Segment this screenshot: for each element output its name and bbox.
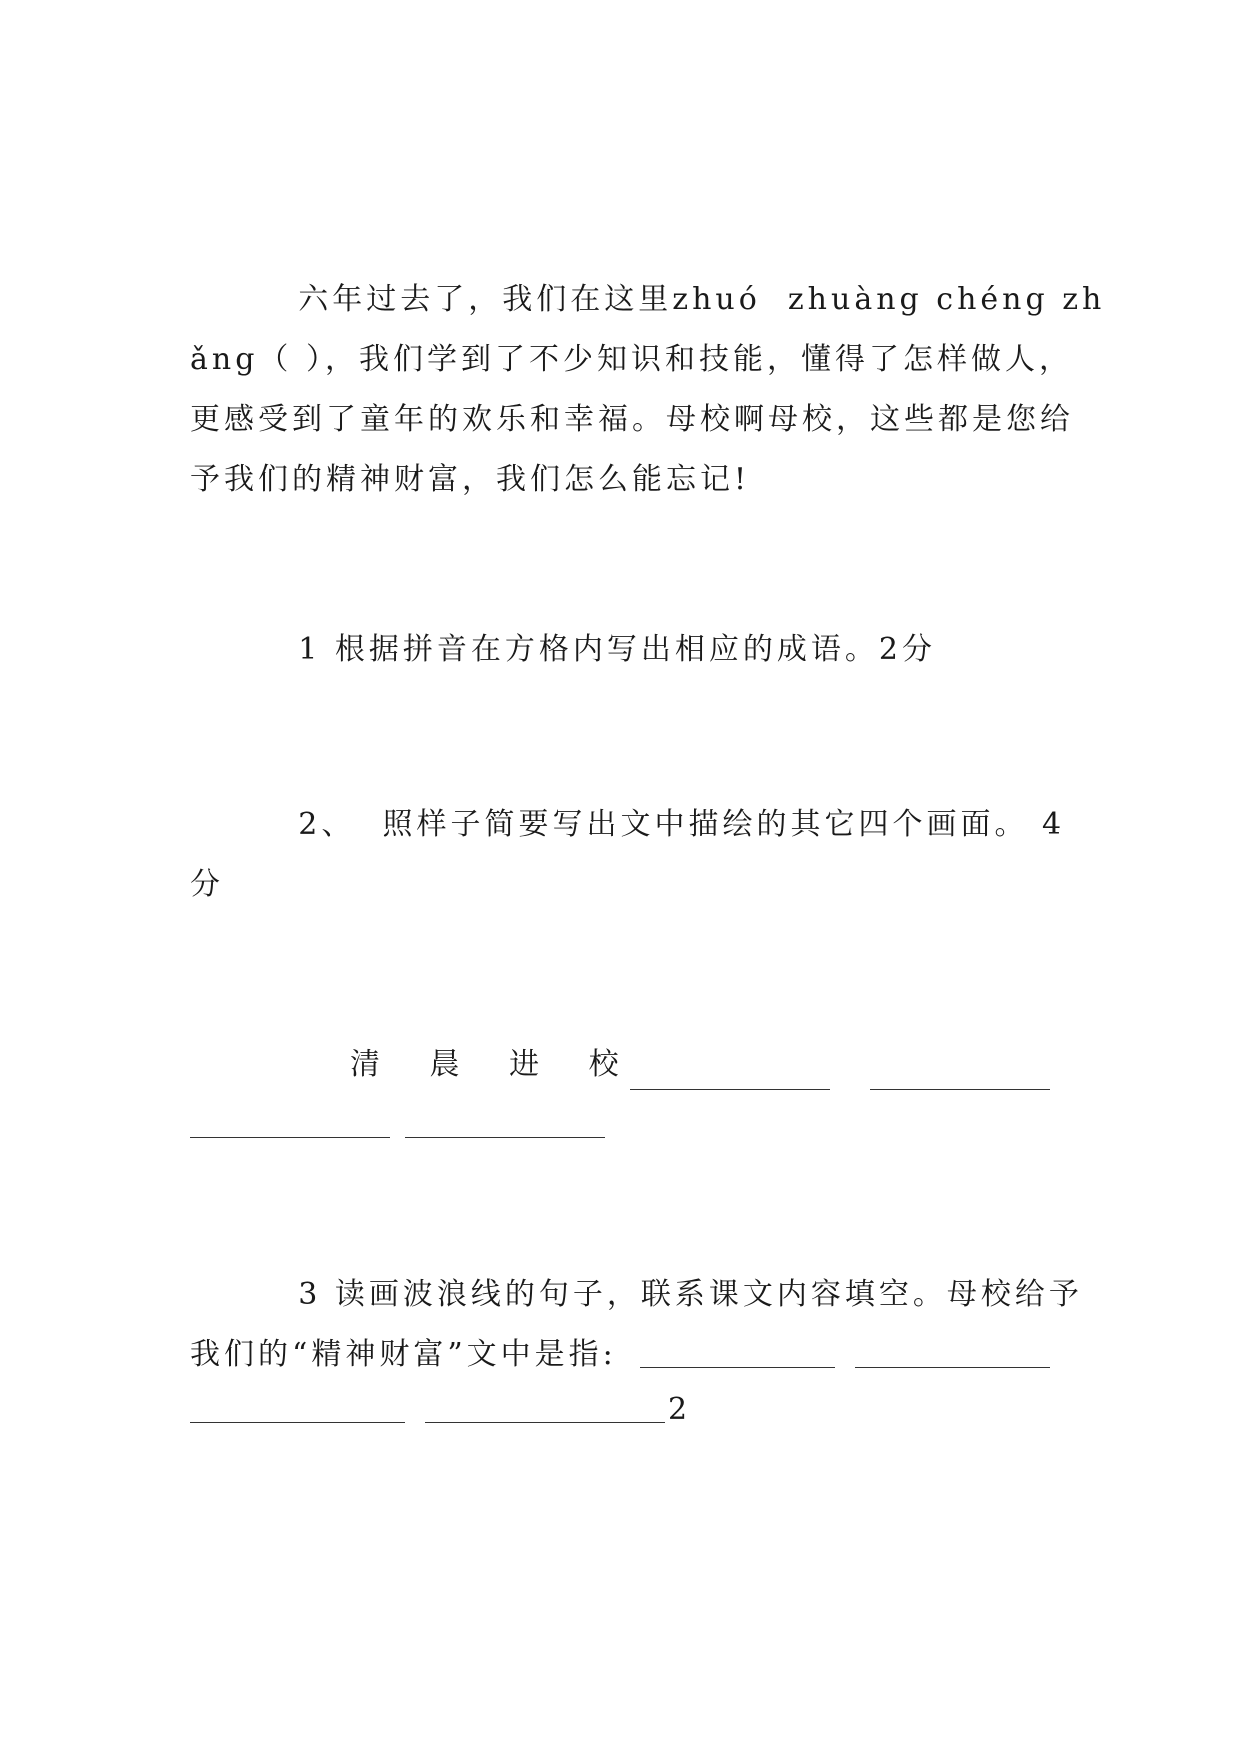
passage-line-1: 六年过去了，我们在这里zhuó zhuàng chéng zh — [190, 282, 1106, 317]
question-2-example: 清 晨 进 校 — [350, 1047, 639, 1082]
answer-blank-3d[interactable] — [425, 1396, 665, 1423]
passage-line-4: 予我们的精神财富，我们怎么能忘记! — [190, 462, 751, 497]
question-2-line-1: 2、 照样子简要写出文中描绘的其它四个画面。 4 — [190, 807, 1066, 842]
answer-blank-3a[interactable] — [640, 1341, 835, 1368]
question-3-line-1: 3 读画波浪线的句子，联系课文内容填空。母校给予 — [190, 1277, 1083, 1312]
answer-blank-2d[interactable] — [405, 1111, 605, 1138]
question-3-line-2: 我们的“精神财富”文中是指: — [190, 1337, 617, 1372]
answer-blank-2c[interactable] — [190, 1111, 390, 1138]
question-3-score: 2 — [668, 1392, 692, 1427]
question-2-line-2: 分 — [190, 867, 224, 902]
question-1: 1 根据拼音在方格内写出相应的成语。2分 — [190, 632, 936, 667]
answer-blank-3b[interactable] — [855, 1341, 1050, 1368]
answer-blank-2b[interactable] — [870, 1063, 1050, 1090]
answer-blank-2a[interactable] — [630, 1063, 830, 1090]
answer-blank-3c[interactable] — [190, 1396, 405, 1423]
passage-line-3: 更感受到了童年的欢乐和幸福。母校啊母校，这些都是您给 — [190, 402, 1074, 437]
passage-line-2: ǎng（ ），我们学到了不少知识和技能，懂得了怎样做人， — [190, 342, 1073, 377]
